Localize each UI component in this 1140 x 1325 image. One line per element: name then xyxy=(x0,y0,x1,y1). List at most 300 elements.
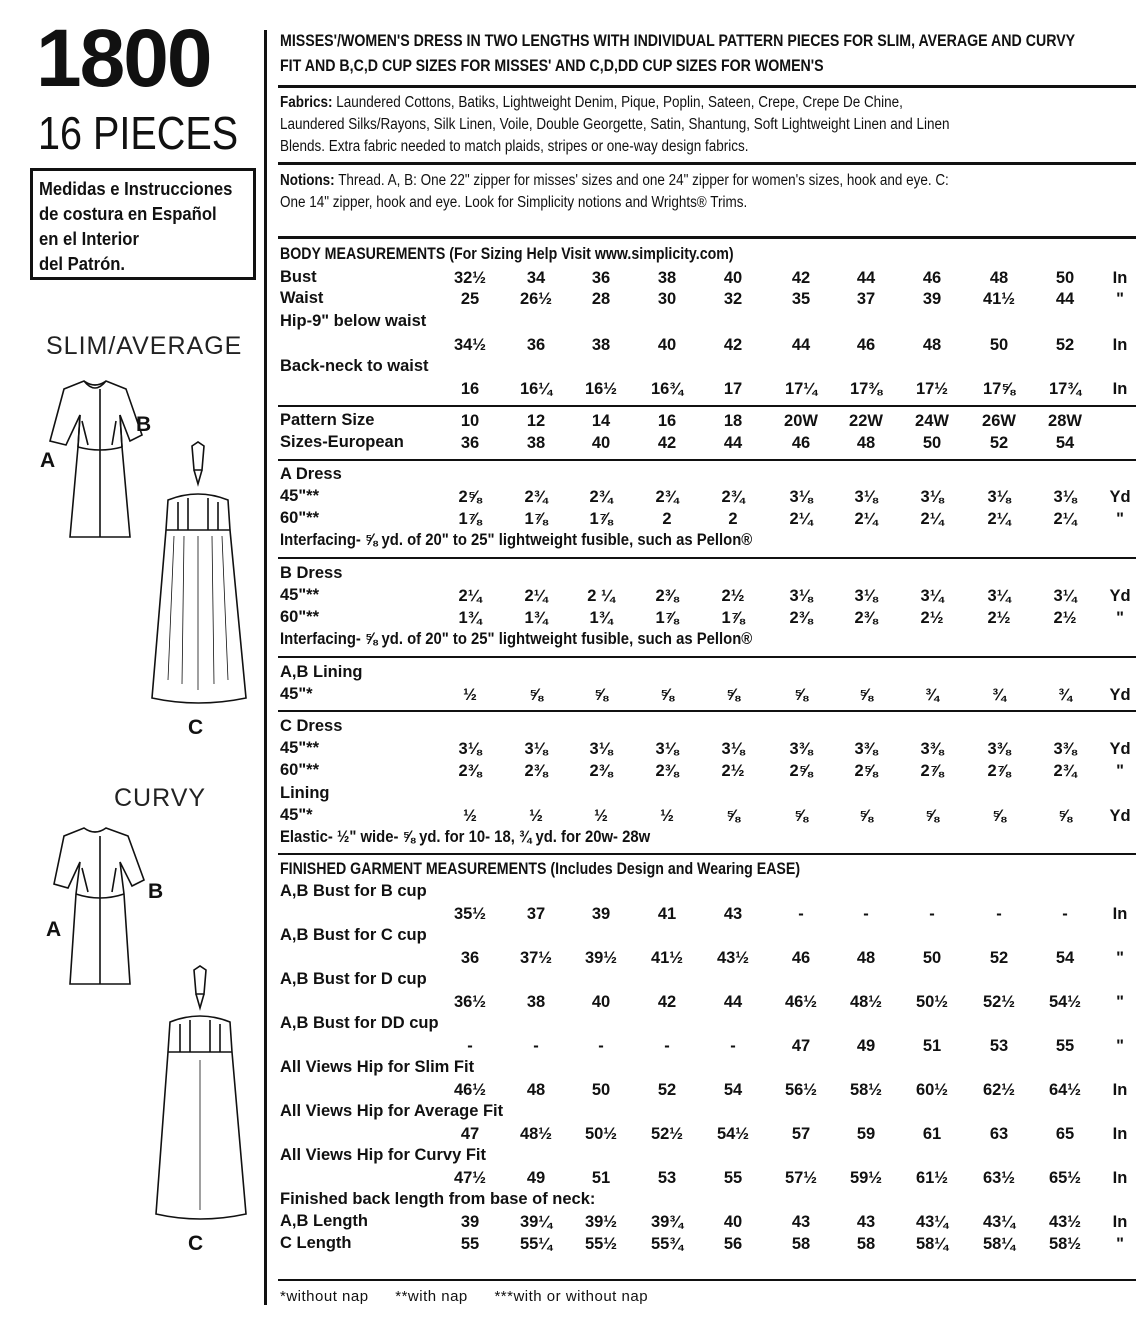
cell: " xyxy=(1116,993,1124,1011)
cell: In xyxy=(1112,1213,1128,1231)
cell: - xyxy=(664,1037,670,1055)
cell: 2⅜ xyxy=(458,762,482,780)
cell: 32½ xyxy=(453,269,487,287)
cell: 25 xyxy=(460,290,480,308)
divider xyxy=(278,459,1136,461)
notions-line-2: One 14" zipper, hook and eye. Look for Simplicity notions and Wrights® Trims. xyxy=(280,194,748,211)
footnote-without-nap: *without nap xyxy=(280,1288,369,1305)
cell: - xyxy=(467,1037,473,1055)
cell: ½ xyxy=(463,807,477,825)
cell: 51 xyxy=(591,1169,611,1187)
cell: 17¼ xyxy=(784,380,818,398)
cell: 2⅜ xyxy=(524,762,548,780)
cell: 48 xyxy=(922,336,942,354)
cell: 40 xyxy=(591,434,611,452)
cell: ½ xyxy=(594,807,608,825)
cell: 57 xyxy=(791,1125,811,1143)
cell: 3⅛ xyxy=(1053,488,1077,506)
c-lining-45-row xyxy=(0,807,1140,827)
cell: 48 xyxy=(856,949,876,967)
cell: 61½ xyxy=(915,1169,949,1187)
piece-count: 16 PIECES xyxy=(38,107,239,159)
cell: 50 xyxy=(1055,269,1075,287)
cell: 50 xyxy=(922,949,942,967)
b-dress-60-label: 60"** xyxy=(280,608,320,626)
cell: 44 xyxy=(856,269,876,287)
cell: 28 xyxy=(591,290,611,308)
cell: 38 xyxy=(591,336,611,354)
a-dress-heading: A Dress xyxy=(280,465,342,483)
c-dress-heading: C Dress xyxy=(280,717,343,735)
cell: 2⅜ xyxy=(589,762,613,780)
cell: 1¾ xyxy=(524,609,548,627)
cell: 63½ xyxy=(982,1169,1016,1187)
cell: 3¼ xyxy=(920,587,944,605)
divider xyxy=(278,85,1136,88)
b-cup-label: A,B Bust for B cup xyxy=(280,882,427,900)
cell: Yd xyxy=(1109,807,1131,825)
cell: 3⅛ xyxy=(655,740,679,758)
cell: - xyxy=(863,905,869,923)
dd-cup-label: A,B Bust for DD cup xyxy=(280,1014,439,1032)
b-dress-45-row xyxy=(0,587,1140,607)
cell: 52 xyxy=(1055,336,1075,354)
curvy-fit-label: All Views Hip for Curvy Fit xyxy=(280,1146,486,1164)
cell: 50½ xyxy=(584,1125,618,1143)
cell: 2⅜ xyxy=(789,609,813,627)
cell: 16½ xyxy=(584,380,618,398)
cell: 3⅛ xyxy=(789,587,813,605)
title-line-2: FIT AND B,C,D CUP SIZES FOR MISSES' AND C,D,DD CUP SIZES FOR WOMEN'S xyxy=(280,57,824,75)
a-dress-45-label: 45"** xyxy=(280,487,320,505)
cell: 2¼ xyxy=(524,587,548,605)
divider xyxy=(278,405,1136,407)
divider xyxy=(278,236,1136,239)
cell: - xyxy=(996,905,1002,923)
cell: " xyxy=(1116,609,1124,627)
b-dress-45-label: 45"** xyxy=(280,586,320,604)
cell: 56½ xyxy=(784,1081,818,1099)
cell: Yd xyxy=(1109,488,1131,506)
cell: 1¾ xyxy=(458,609,482,627)
cell: 2⅞ xyxy=(987,762,1011,780)
fabrics-line-2: Laundered Silks/Rayons, Silk Linen, Voile, Double Georgette, Satin, Shantung, Soft Lightweight Linen and Linen xyxy=(280,116,950,133)
cell: 35 xyxy=(791,290,811,308)
cell: 38 xyxy=(657,269,677,287)
cell: 48½ xyxy=(519,1125,553,1143)
column-divider xyxy=(264,30,267,1305)
curvy-fit-row xyxy=(0,1169,1140,1189)
cell: - xyxy=(533,1037,539,1055)
cell: 17⅝ xyxy=(982,380,1016,398)
cell: 39½ xyxy=(584,1213,618,1231)
cell: " xyxy=(1116,510,1124,528)
cell: 3⅜ xyxy=(789,740,813,758)
cell: In xyxy=(1112,1169,1128,1187)
cell: 2¼ xyxy=(789,510,813,528)
spanish-line-4: del Patrón. xyxy=(39,253,126,274)
cell: 2¼ xyxy=(854,510,878,528)
slim-average-label: SLIM/AVERAGE xyxy=(46,332,243,360)
cell: 52 xyxy=(989,434,1009,452)
cell: 52½ xyxy=(650,1125,684,1143)
a-dress-60-label: 60"** xyxy=(280,509,320,527)
cell: 50½ xyxy=(915,993,949,1011)
view-c-curvy-label: C xyxy=(188,1232,204,1255)
c-cup-row xyxy=(0,949,1140,969)
title-line-1: MISSES'/WOMEN'S DRESS IN TWO LENGTHS WITH INDIVIDUAL PATTERN PIECES FOR SLIM, AVERAGE AND CURVY xyxy=(280,32,1076,50)
cell: 16¾ xyxy=(650,380,684,398)
cell: 44 xyxy=(1055,290,1075,308)
cell: Yd xyxy=(1109,740,1131,758)
finished-heading: FINISHED GARMENT MEASUREMENTS (Includes Design and Wearing EASE) xyxy=(280,860,801,878)
cell: 54 xyxy=(1055,434,1075,452)
cell: ⅝ xyxy=(794,807,808,825)
cell: 43½ xyxy=(716,949,750,967)
cell: " xyxy=(1116,1235,1124,1253)
c-cup-label: A,B Bust for C cup xyxy=(280,926,427,944)
cell: 54½ xyxy=(1048,993,1082,1011)
cell: 58½ xyxy=(849,1081,883,1099)
cell: 2¼ xyxy=(920,510,944,528)
european-size-label: Sizes-European xyxy=(280,433,404,451)
cell: 1⅞ xyxy=(721,609,745,627)
cell: 58 xyxy=(856,1235,876,1253)
cell: 36½ xyxy=(453,993,487,1011)
cell: 3⅜ xyxy=(1053,740,1077,758)
bust-row xyxy=(0,269,1140,289)
slim-fit-row xyxy=(0,1081,1140,1101)
cell: 42 xyxy=(723,336,743,354)
cell: 46 xyxy=(856,336,876,354)
cell: - xyxy=(1062,905,1068,923)
cell: 43¼ xyxy=(915,1213,949,1231)
cell: 2¾ xyxy=(589,488,613,506)
cell: 65½ xyxy=(1048,1169,1082,1187)
cell: 2½ xyxy=(1053,609,1077,627)
spanish-line-2: de costura en Español xyxy=(39,203,217,224)
cell: 58 xyxy=(791,1235,811,1253)
cell: 48½ xyxy=(849,993,883,1011)
cell: 36 xyxy=(526,336,546,354)
cell: 55¼ xyxy=(519,1235,553,1253)
b-dress-heading: B Dress xyxy=(280,564,343,582)
cell: ⅝ xyxy=(992,807,1006,825)
cell: 3⅛ xyxy=(721,740,745,758)
c-dress-45-row xyxy=(0,740,1140,760)
cell: 3¼ xyxy=(1053,587,1077,605)
view-b-label: B xyxy=(136,413,152,436)
cell: 3⅛ xyxy=(854,587,878,605)
pattern-size-label: Pattern Size xyxy=(280,411,375,429)
cell: 39½ xyxy=(584,949,618,967)
cell: 2 xyxy=(728,510,738,528)
cell: ⅝ xyxy=(726,807,740,825)
cell: 3⅛ xyxy=(854,488,878,506)
cell: 2⅝ xyxy=(854,762,878,780)
cell: - xyxy=(730,1037,736,1055)
cell: 1⅞ xyxy=(655,609,679,627)
c-dress-60-label: 60"** xyxy=(280,761,320,779)
cell: 38 xyxy=(526,993,546,1011)
view-c-label: C xyxy=(188,716,204,739)
average-fit-label: All Views Hip for Average Fit xyxy=(280,1102,504,1120)
notions-text-1: Thread. A, B: One 22" zipper for misses' sizes and one 24" zipper for women's sizes, hook and eye. C: xyxy=(334,172,949,189)
cell: ⅝ xyxy=(859,686,873,704)
cell: 58½ xyxy=(1048,1235,1082,1253)
cell: 57½ xyxy=(784,1169,818,1187)
cell: 14 xyxy=(591,412,611,430)
b-dress-interfacing: Interfacing- ⅝ yd. of 20" to 25" lightweight fusible, such as Pellon® xyxy=(280,630,753,648)
cell: 35½ xyxy=(453,905,487,923)
cell: 50 xyxy=(922,434,942,452)
cell: - xyxy=(798,905,804,923)
cell: 30 xyxy=(657,290,677,308)
hip-label: Hip-9" below waist xyxy=(280,312,427,330)
cell: 3⅛ xyxy=(524,740,548,758)
cell: ¾ xyxy=(925,686,939,704)
c-dress-45-label: 45"** xyxy=(280,739,320,757)
waist-label: Waist xyxy=(280,289,324,307)
back-neck-row xyxy=(0,380,1140,400)
notions-label: Notions: xyxy=(280,172,335,189)
cell: 52½ xyxy=(982,993,1016,1011)
cell: ½ xyxy=(660,807,674,825)
cell: 16 xyxy=(460,380,480,398)
cell: 36 xyxy=(591,269,611,287)
spanish-line-3: en el Interior xyxy=(39,228,139,249)
cell: 52 xyxy=(989,949,1009,967)
lining-45-label: 45"* xyxy=(280,685,313,703)
cell: 3⅛ xyxy=(589,740,613,758)
cell: 58¼ xyxy=(915,1235,949,1253)
cell: 39 xyxy=(922,290,942,308)
cell: 42 xyxy=(791,269,811,287)
cell: 36 xyxy=(460,949,480,967)
cell: ⅝ xyxy=(794,686,808,704)
cell: 28W xyxy=(1048,412,1082,430)
cell: 20W xyxy=(784,412,818,430)
cell: 12 xyxy=(526,412,546,430)
cell: 26W xyxy=(982,412,1016,430)
cell: 16 xyxy=(657,412,677,430)
cell: " xyxy=(1116,762,1124,780)
cell: 44 xyxy=(791,336,811,354)
cell: 41½ xyxy=(650,949,684,967)
cell: 54½ xyxy=(716,1125,750,1143)
cell: 55 xyxy=(723,1169,743,1187)
cell: 34 xyxy=(526,269,546,287)
footnotes xyxy=(280,1288,670,1305)
cell: 3⅜ xyxy=(854,740,878,758)
cell: In xyxy=(1112,336,1128,354)
cell: 26½ xyxy=(519,290,553,308)
cell: 43 xyxy=(791,1213,811,1231)
cell: 50 xyxy=(989,336,1009,354)
cell: 1¾ xyxy=(589,609,613,627)
cell: 3⅛ xyxy=(458,740,482,758)
european-size-row xyxy=(0,434,1140,454)
cell: ½ xyxy=(463,686,477,704)
cell: 52 xyxy=(657,1081,677,1099)
c-dress-elastic: Elastic- ½" wide- ⅝ yd. for 10- 18, ¾ yd. for 20w- 28w xyxy=(280,828,651,846)
cell: 47 xyxy=(791,1037,811,1055)
cell: 58¼ xyxy=(982,1235,1016,1253)
a-dress-interfacing: Interfacing- ⅝ yd. of 20" to 25" lightweight fusible, such as Pellon® xyxy=(280,531,753,549)
cell: 48 xyxy=(526,1081,546,1099)
cell: 3⅛ xyxy=(920,488,944,506)
divider xyxy=(278,557,1136,559)
cell: 59½ xyxy=(849,1169,883,1187)
cell: 3⅜ xyxy=(987,740,1011,758)
cell: 47½ xyxy=(453,1169,487,1187)
cell: 2¼ xyxy=(1053,510,1077,528)
cell: 43¼ xyxy=(982,1213,1016,1231)
cell: 44 xyxy=(723,993,743,1011)
cell: 37 xyxy=(526,905,546,923)
cell: 59 xyxy=(856,1125,876,1143)
cell: 40 xyxy=(723,269,743,287)
cell: 2⅜ xyxy=(655,587,679,605)
view-a-label: A xyxy=(40,449,56,472)
cell: 37½ xyxy=(519,949,553,967)
cell: 2⅜ xyxy=(655,762,679,780)
fabrics-line-3: Blends. Extra fabric needed to match plaids, stripes or one-way design fabrics. xyxy=(280,138,749,155)
cell: 62½ xyxy=(982,1081,1016,1099)
cell: In xyxy=(1112,1125,1128,1143)
cell: 48 xyxy=(989,269,1009,287)
a-dress-45-row xyxy=(0,488,1140,508)
dd-cup-row xyxy=(0,1037,1140,1057)
cell: 36 xyxy=(460,434,480,452)
cell: 60½ xyxy=(915,1081,949,1099)
cell: ¾ xyxy=(1058,686,1072,704)
cell: 2 xyxy=(662,510,672,528)
c-lining-45-label: 45"* xyxy=(280,806,313,824)
spanish-notice xyxy=(30,168,256,280)
cell: 54 xyxy=(723,1081,743,1099)
cell: 2½ xyxy=(987,609,1011,627)
cell: ⅝ xyxy=(859,807,873,825)
cell: 16¼ xyxy=(519,380,553,398)
spanish-line-1: Medidas e Instrucciones xyxy=(39,178,233,199)
cell: In xyxy=(1112,1081,1128,1099)
cell: 55¾ xyxy=(650,1235,684,1253)
bust-label: Bust xyxy=(280,268,317,286)
average-fit-row xyxy=(0,1125,1140,1145)
back-neck-label: Back-neck to waist xyxy=(280,357,429,375)
cell: 34½ xyxy=(453,336,487,354)
cell: 2¼ xyxy=(987,510,1011,528)
cell: 2½ xyxy=(721,762,745,780)
cell: 2⅝ xyxy=(458,488,482,506)
cell: 22W xyxy=(849,412,883,430)
cell: 3⅛ xyxy=(789,488,813,506)
fabrics-text-1: Laundered Cottons, Batiks, Lightweight Denim, Pique, Poplin, Sateen, Crepe, Crepe De Chine, xyxy=(332,94,903,111)
ab-length-row xyxy=(0,1213,1140,1233)
pattern-size-row xyxy=(0,412,1140,432)
cell: 53 xyxy=(657,1169,677,1187)
body-measurements-heading: BODY MEASUREMENTS (For Sizing Help Visit www.simplicity.com) xyxy=(280,245,734,263)
divider xyxy=(278,853,1136,855)
cell: - xyxy=(929,905,935,923)
slim-fit-label: All Views Hip for Slim Fit xyxy=(280,1058,475,1076)
divider xyxy=(278,656,1136,658)
cell: 2⅞ xyxy=(920,762,944,780)
cell: ⅝ xyxy=(529,686,543,704)
notions-line-1 xyxy=(280,170,949,192)
cell: 2⅜ xyxy=(854,609,878,627)
cell: ⅝ xyxy=(660,686,674,704)
dress-c-slim-illustration xyxy=(148,440,248,710)
cell: 64½ xyxy=(1048,1081,1082,1099)
fabrics-label: Fabrics: xyxy=(280,94,333,111)
cell: 54 xyxy=(1055,949,1075,967)
a-dress-60-row xyxy=(0,510,1140,530)
cell: 42 xyxy=(657,993,677,1011)
lining-45-row xyxy=(0,686,1140,706)
cell: 1⅞ xyxy=(524,510,548,528)
cell: 53 xyxy=(989,1037,1009,1055)
cell: 44 xyxy=(723,434,743,452)
cell: 43½ xyxy=(1048,1213,1082,1231)
b-cup-row xyxy=(0,905,1140,925)
cell: 17¾ xyxy=(1048,380,1082,398)
cell: 3⅜ xyxy=(920,740,944,758)
divider xyxy=(278,1279,1136,1281)
cell: 41½ xyxy=(982,290,1016,308)
pattern-number: 1800 xyxy=(36,13,211,104)
cell: 17⅜ xyxy=(849,380,883,398)
cell: 56 xyxy=(723,1235,743,1253)
cell: 55 xyxy=(1055,1037,1075,1055)
cell: 2¾ xyxy=(1053,762,1077,780)
cell: 1⅞ xyxy=(458,510,482,528)
cell: 18 xyxy=(723,412,743,430)
cell: " xyxy=(1116,949,1124,967)
cell: 40 xyxy=(657,336,677,354)
waist-row xyxy=(0,290,1140,310)
cell: 39¾ xyxy=(650,1213,684,1231)
cell: 39 xyxy=(591,905,611,923)
d-cup-row xyxy=(0,993,1140,1013)
cell: 1⅞ xyxy=(589,510,613,528)
cell: 3⅛ xyxy=(987,488,1011,506)
lining-heading: A,B Lining xyxy=(280,663,363,681)
cell: 41 xyxy=(657,905,677,923)
cell: 46 xyxy=(791,949,811,967)
cell: ⅝ xyxy=(726,686,740,704)
cell: 46½ xyxy=(453,1081,487,1099)
cell: 55 xyxy=(460,1235,480,1253)
cell: 37 xyxy=(856,290,876,308)
cell: 49 xyxy=(856,1037,876,1055)
cell: In xyxy=(1112,905,1128,923)
cell: 2¾ xyxy=(524,488,548,506)
divider xyxy=(278,710,1136,712)
cell: 39 xyxy=(460,1213,480,1231)
b-dress-60-row xyxy=(0,609,1140,629)
cell: " xyxy=(1116,290,1124,308)
cell: 46½ xyxy=(784,993,818,1011)
cell: 2¾ xyxy=(721,488,745,506)
cell: ⅝ xyxy=(594,686,608,704)
cell: ½ xyxy=(529,807,543,825)
cell: 47 xyxy=(460,1125,480,1143)
cell: 40 xyxy=(723,1213,743,1231)
cell: 32 xyxy=(723,290,743,308)
cell: In xyxy=(1112,380,1128,398)
